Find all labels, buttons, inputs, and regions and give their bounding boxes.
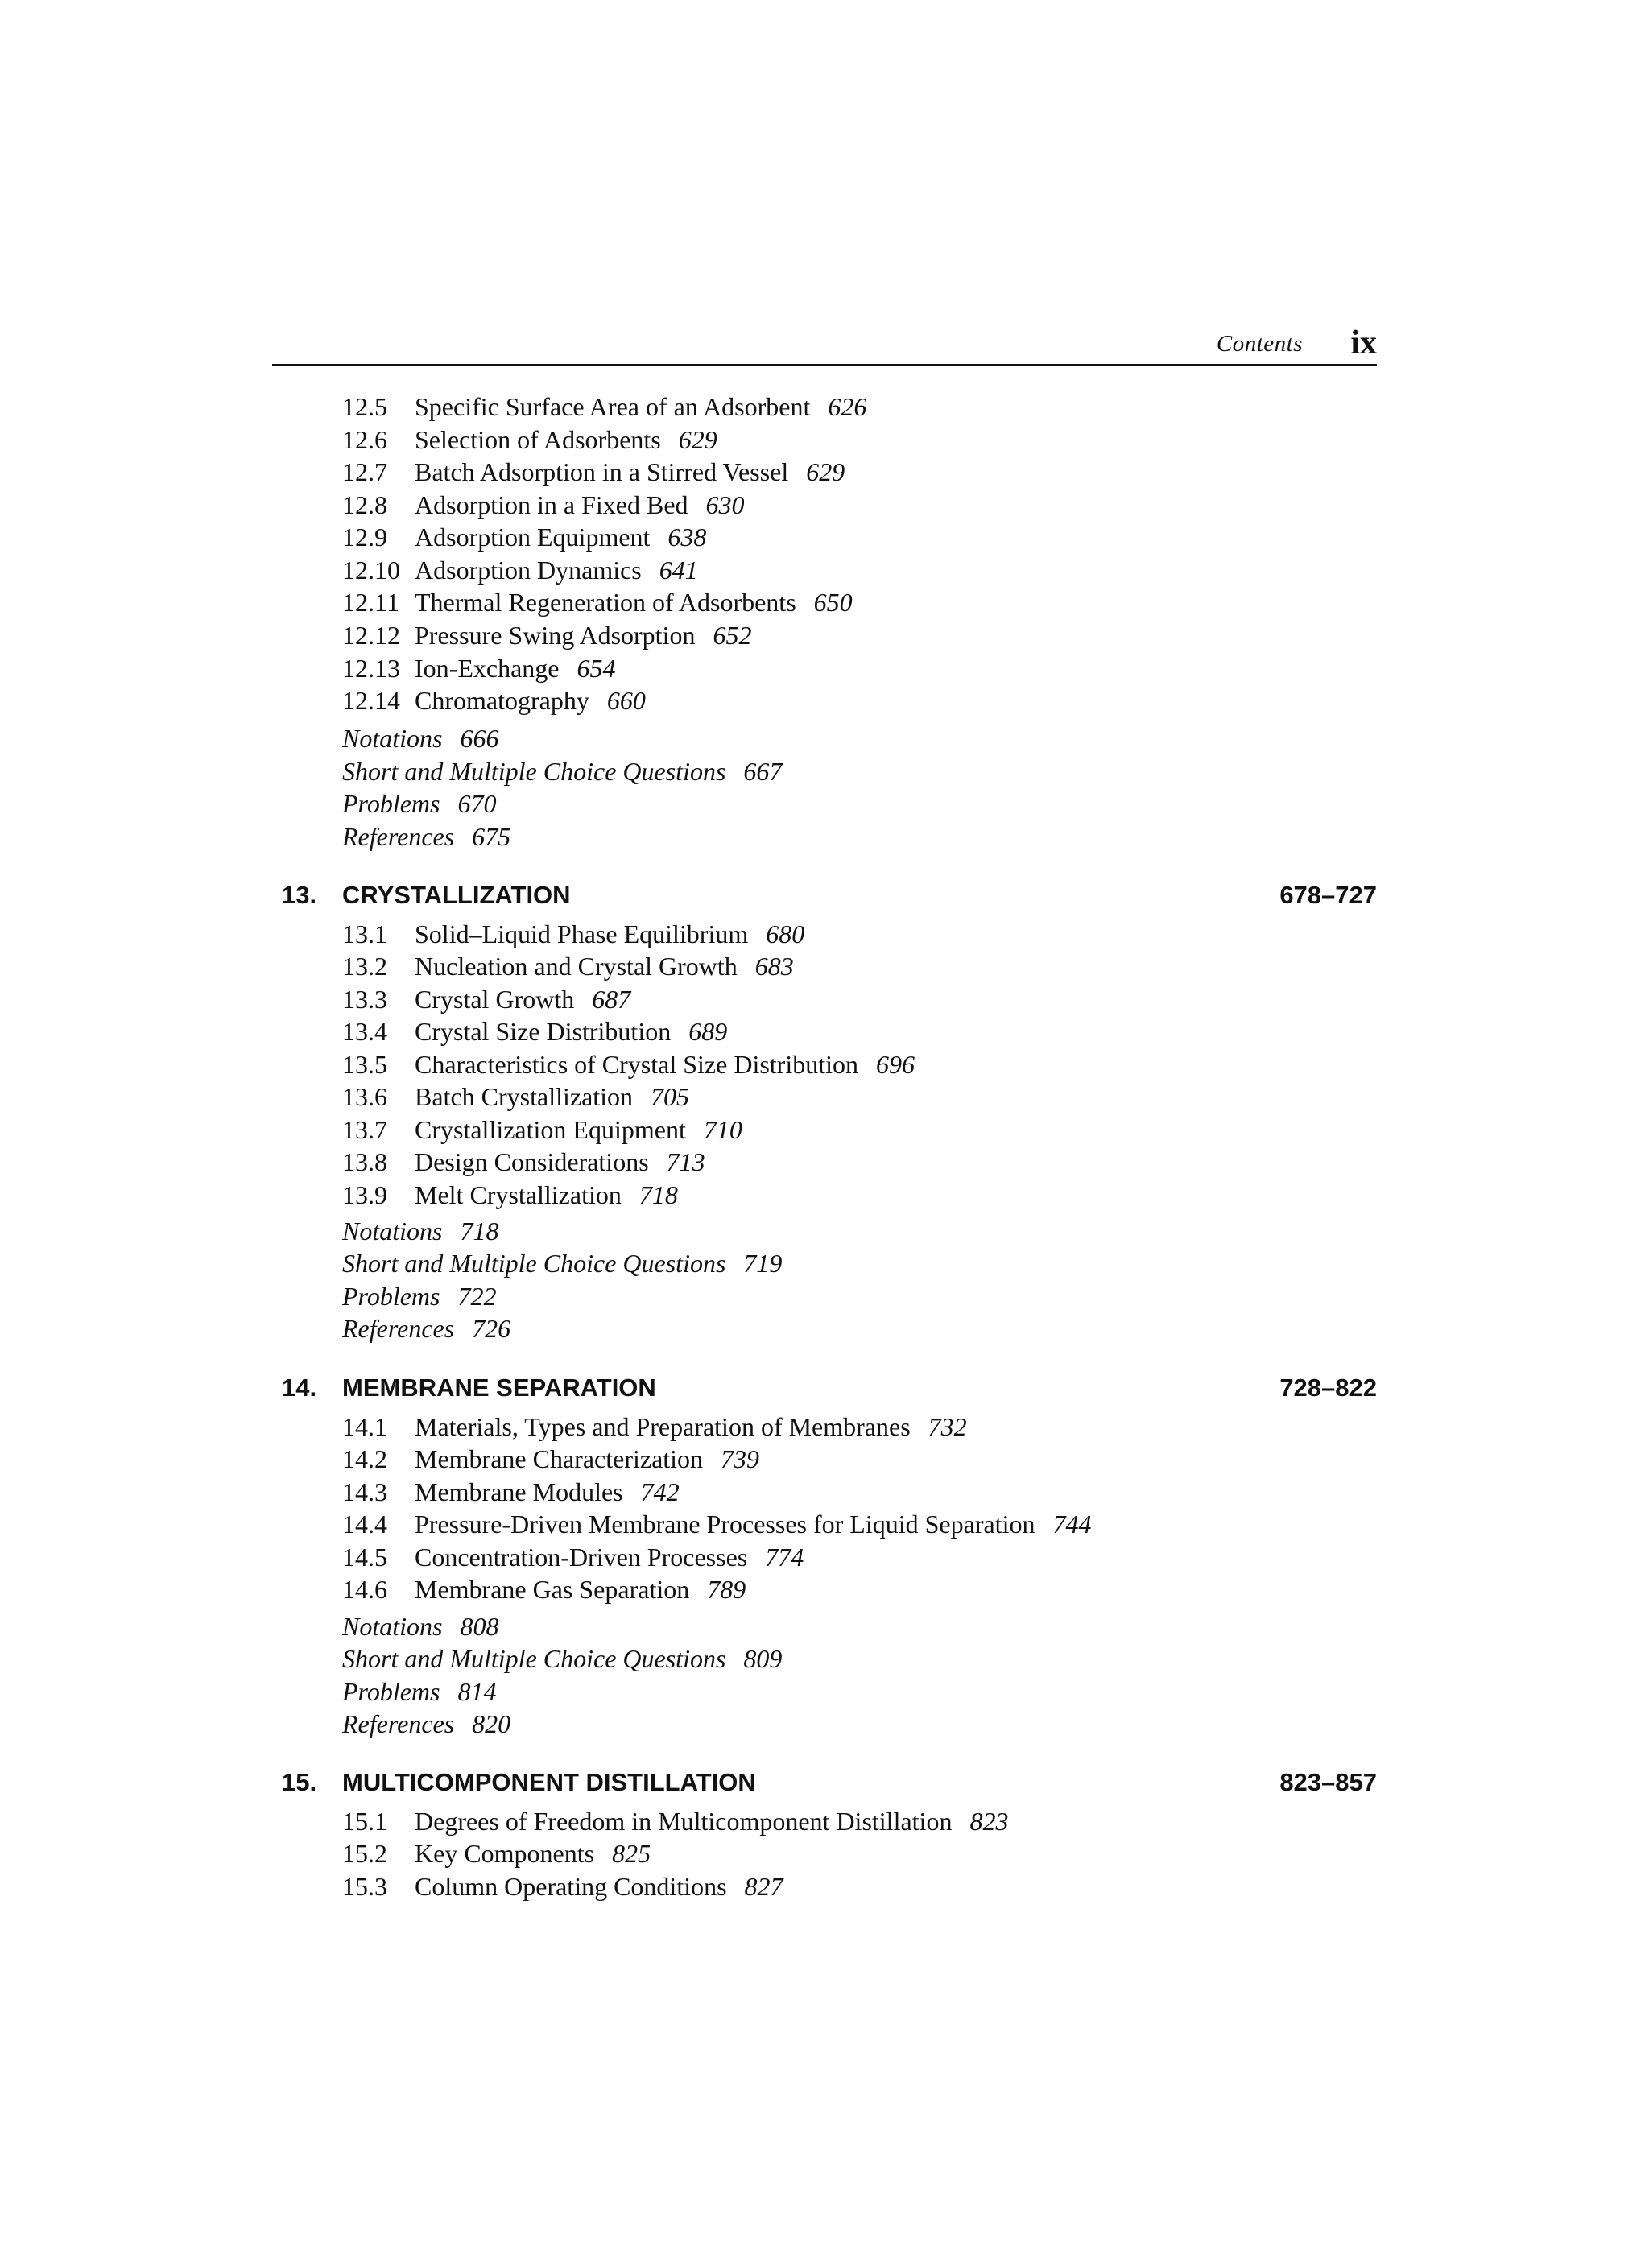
toc-entry (342, 554, 698, 586)
back-matter-title: Problems (342, 1282, 440, 1311)
section-number: 14.4 (342, 1510, 387, 1539)
section-page: 789 (707, 1575, 746, 1604)
toc-back-matter (342, 755, 782, 787)
toc-entry (342, 423, 717, 456)
section-title: Nucleation and Crystal Growth (415, 952, 738, 981)
section-page: 630 (705, 490, 745, 519)
toc-entry (342, 1048, 915, 1080)
chapter-heading (282, 1370, 1377, 1406)
chapter-page-range: 678–727 (1279, 881, 1377, 909)
section-title: Thermal Regeneration of Adsorbents (415, 588, 796, 617)
section-page: 825 (612, 1839, 651, 1868)
section-page: 689 (688, 1017, 728, 1046)
toc-entry (342, 1476, 680, 1508)
section-title: Selection of Adsorbents (415, 425, 661, 454)
section-page: 823 (969, 1807, 1009, 1836)
chapter-number: 14. (282, 1374, 317, 1402)
back-matter-page: 667 (743, 757, 783, 786)
chapter-heading (282, 878, 1377, 913)
toc-back-matter (342, 1610, 498, 1642)
toc-entry (342, 456, 845, 488)
section-title: Crystallization Equipment (415, 1115, 686, 1144)
back-matter-title: Problems (342, 1677, 440, 1706)
back-matter-title: References (342, 1314, 455, 1343)
section-page: 696 (876, 1050, 915, 1079)
section-page: 654 (577, 654, 616, 683)
section-title: Crystal Growth (415, 985, 575, 1014)
section-title: Membrane Characterization (415, 1444, 704, 1473)
section-number: 14.5 (342, 1543, 387, 1572)
back-matter-page: 670 (457, 789, 497, 818)
section-page: 641 (659, 556, 698, 585)
running-header (272, 316, 1377, 366)
section-number: 15.1 (342, 1807, 387, 1836)
toc-entry (342, 1179, 678, 1211)
section-title: Materials, Types and Preparation of Membranes (415, 1412, 911, 1441)
running-title: Contents (1216, 331, 1303, 357)
toc-back-matter (342, 1675, 496, 1708)
section-page: 774 (765, 1543, 804, 1572)
section-page: 732 (928, 1412, 967, 1441)
toc-back-matter (342, 820, 510, 853)
toc-entry (342, 983, 630, 1015)
page-number: ix (1350, 324, 1377, 361)
section-number: 12.9 (342, 523, 387, 552)
section-page: 705 (651, 1082, 690, 1111)
section-page: 710 (703, 1115, 742, 1144)
section-number: 13.7 (342, 1115, 387, 1144)
section-number: 12.7 (342, 457, 387, 486)
toc-entry (342, 1541, 804, 1573)
back-matter-title: Notations (342, 724, 443, 753)
section-number: 13.5 (342, 1050, 387, 1079)
section-title: Adsorption Dynamics (415, 556, 642, 585)
toc-entry (342, 1146, 705, 1178)
section-title: Batch Crystallization (415, 1082, 634, 1111)
section-number: 13.4 (342, 1017, 387, 1046)
section-title: Concentration-Driven Processes (415, 1543, 748, 1572)
section-number: 14.3 (342, 1477, 387, 1506)
section-number: 13.8 (342, 1147, 387, 1176)
back-matter-title: Problems (342, 789, 440, 818)
back-matter-page: 666 (460, 724, 499, 753)
section-number: 13.2 (342, 952, 387, 981)
toc-entry (342, 1113, 742, 1146)
section-number: 14.6 (342, 1575, 387, 1604)
chapter-heading (282, 1765, 1377, 1800)
toc-back-matter (342, 1215, 498, 1247)
chapter-title: MEMBRANE SEPARATION (342, 1374, 656, 1402)
section-number: 12.6 (342, 425, 387, 454)
toc-entry (342, 1411, 967, 1443)
toc-entry (342, 1870, 783, 1902)
back-matter-title: Short and Multiple Choice Questions (342, 757, 726, 786)
section-title: Column Operating Conditions (415, 1872, 727, 1901)
back-matter-page: 722 (457, 1282, 497, 1311)
section-page: 650 (813, 588, 853, 617)
section-page: 713 (666, 1147, 705, 1176)
toc-back-matter (342, 1247, 782, 1279)
toc-entry (342, 652, 615, 684)
section-number: 13.6 (342, 1082, 387, 1111)
section-number: 13.1 (342, 919, 387, 948)
toc-entry (342, 1805, 1008, 1837)
back-matter-page: 719 (743, 1249, 783, 1278)
back-matter-title: Notations (342, 1217, 443, 1246)
section-page: 626 (828, 392, 867, 421)
section-title: Characteristics of Crystal Size Distribution (415, 1050, 858, 1079)
section-title: Adsorption in a Fixed Bed (415, 490, 688, 519)
back-matter-title: Notations (342, 1612, 443, 1641)
toc-entry (342, 950, 794, 982)
chapter-title: CRYSTALLIZATION (342, 881, 571, 909)
section-number: 13.3 (342, 985, 387, 1014)
section-title: Adsorption Equipment (415, 523, 651, 552)
back-matter-page: 718 (460, 1217, 499, 1246)
toc-entry (342, 684, 646, 717)
toc-entry (342, 1573, 746, 1605)
back-matter-page: 814 (457, 1677, 497, 1706)
section-title: Key Components (415, 1839, 595, 1868)
back-matter-page: 808 (460, 1612, 499, 1641)
section-title: Degrees of Freedom in Multicomponent Distillation (415, 1807, 953, 1836)
back-matter-title: Short and Multiple Choice Questions (342, 1249, 726, 1278)
toc-entry (342, 918, 804, 950)
toc-entry (342, 619, 751, 651)
section-page: 660 (606, 686, 646, 715)
toc-entry (342, 1080, 689, 1113)
section-number: 15.3 (342, 1872, 387, 1901)
section-title: Membrane Gas Separation (415, 1575, 690, 1604)
section-page: 629 (806, 457, 845, 486)
section-title: Melt Crystallization (415, 1180, 622, 1209)
chapter-title: MULTICOMPONENT DISTILLATION (342, 1768, 756, 1796)
toc-back-matter (342, 1642, 782, 1675)
section-number: 15.2 (342, 1839, 387, 1868)
section-title: Chromatography (415, 686, 589, 715)
toc-entry (342, 1508, 1091, 1540)
toc-back-matter (342, 1280, 496, 1312)
section-title: Batch Adsorption in a Stirred Vessel (415, 457, 789, 486)
section-number: 12.5 (342, 392, 387, 421)
back-matter-page: 809 (743, 1644, 783, 1673)
back-matter-page: 726 (472, 1314, 511, 1343)
chapter-page-range: 728–822 (1279, 1374, 1377, 1402)
section-page: 687 (592, 985, 631, 1014)
section-number: 14.1 (342, 1412, 387, 1441)
section-title: Membrane Modules (415, 1477, 623, 1506)
section-title: Crystal Size Distribution (415, 1017, 672, 1046)
toc-back-matter (342, 787, 496, 820)
back-matter-title: References (342, 822, 455, 851)
section-number: 12.12 (342, 621, 400, 650)
section-number: 12.11 (342, 588, 399, 617)
section-title: Solid–Liquid Phase Equilibrium (415, 919, 749, 948)
section-page: 744 (1052, 1510, 1092, 1539)
section-number: 14.2 (342, 1444, 387, 1473)
chapter-number: 13. (282, 881, 317, 909)
toc-entry (342, 1015, 727, 1047)
toc-back-matter (342, 1708, 510, 1740)
toc-back-matter (342, 722, 498, 754)
back-matter-title: References (342, 1709, 455, 1738)
section-number: 12.8 (342, 490, 387, 519)
section-page: 683 (754, 952, 794, 981)
section-page: 638 (667, 523, 707, 552)
chapter-number: 15. (282, 1768, 317, 1796)
section-number: 12.13 (342, 654, 400, 683)
section-page: 742 (640, 1477, 680, 1506)
chapter-page-range: 823–857 (1279, 1768, 1377, 1796)
back-matter-page: 675 (472, 822, 511, 851)
section-page: 718 (639, 1180, 678, 1209)
toc-back-matter (342, 1312, 510, 1345)
section-title: Pressure Swing Adsorption (415, 621, 696, 650)
back-matter-page: 820 (472, 1709, 511, 1738)
section-title: Design Considerations (415, 1147, 649, 1176)
section-number: 13.9 (342, 1180, 387, 1209)
toc-entry (342, 586, 853, 618)
toc-entry (342, 521, 706, 553)
toc-entry (342, 1443, 759, 1475)
section-page: 739 (721, 1444, 760, 1473)
section-title: Specific Surface Area of an Adsorbent (415, 392, 811, 421)
section-page: 680 (766, 919, 805, 948)
section-page: 652 (713, 621, 752, 650)
toc-entry (342, 489, 745, 521)
section-title: Ion-Exchange (415, 654, 560, 683)
section-page: 827 (744, 1872, 783, 1901)
section-number: 12.10 (342, 556, 400, 585)
section-title: Pressure-Driven Membrane Processes for Liquid Separation (415, 1510, 1035, 1539)
toc-entry (342, 1837, 651, 1869)
toc-entry (342, 390, 866, 423)
section-page: 629 (678, 425, 717, 454)
back-matter-title: Short and Multiple Choice Questions (342, 1644, 726, 1673)
section-number: 12.14 (342, 686, 400, 715)
